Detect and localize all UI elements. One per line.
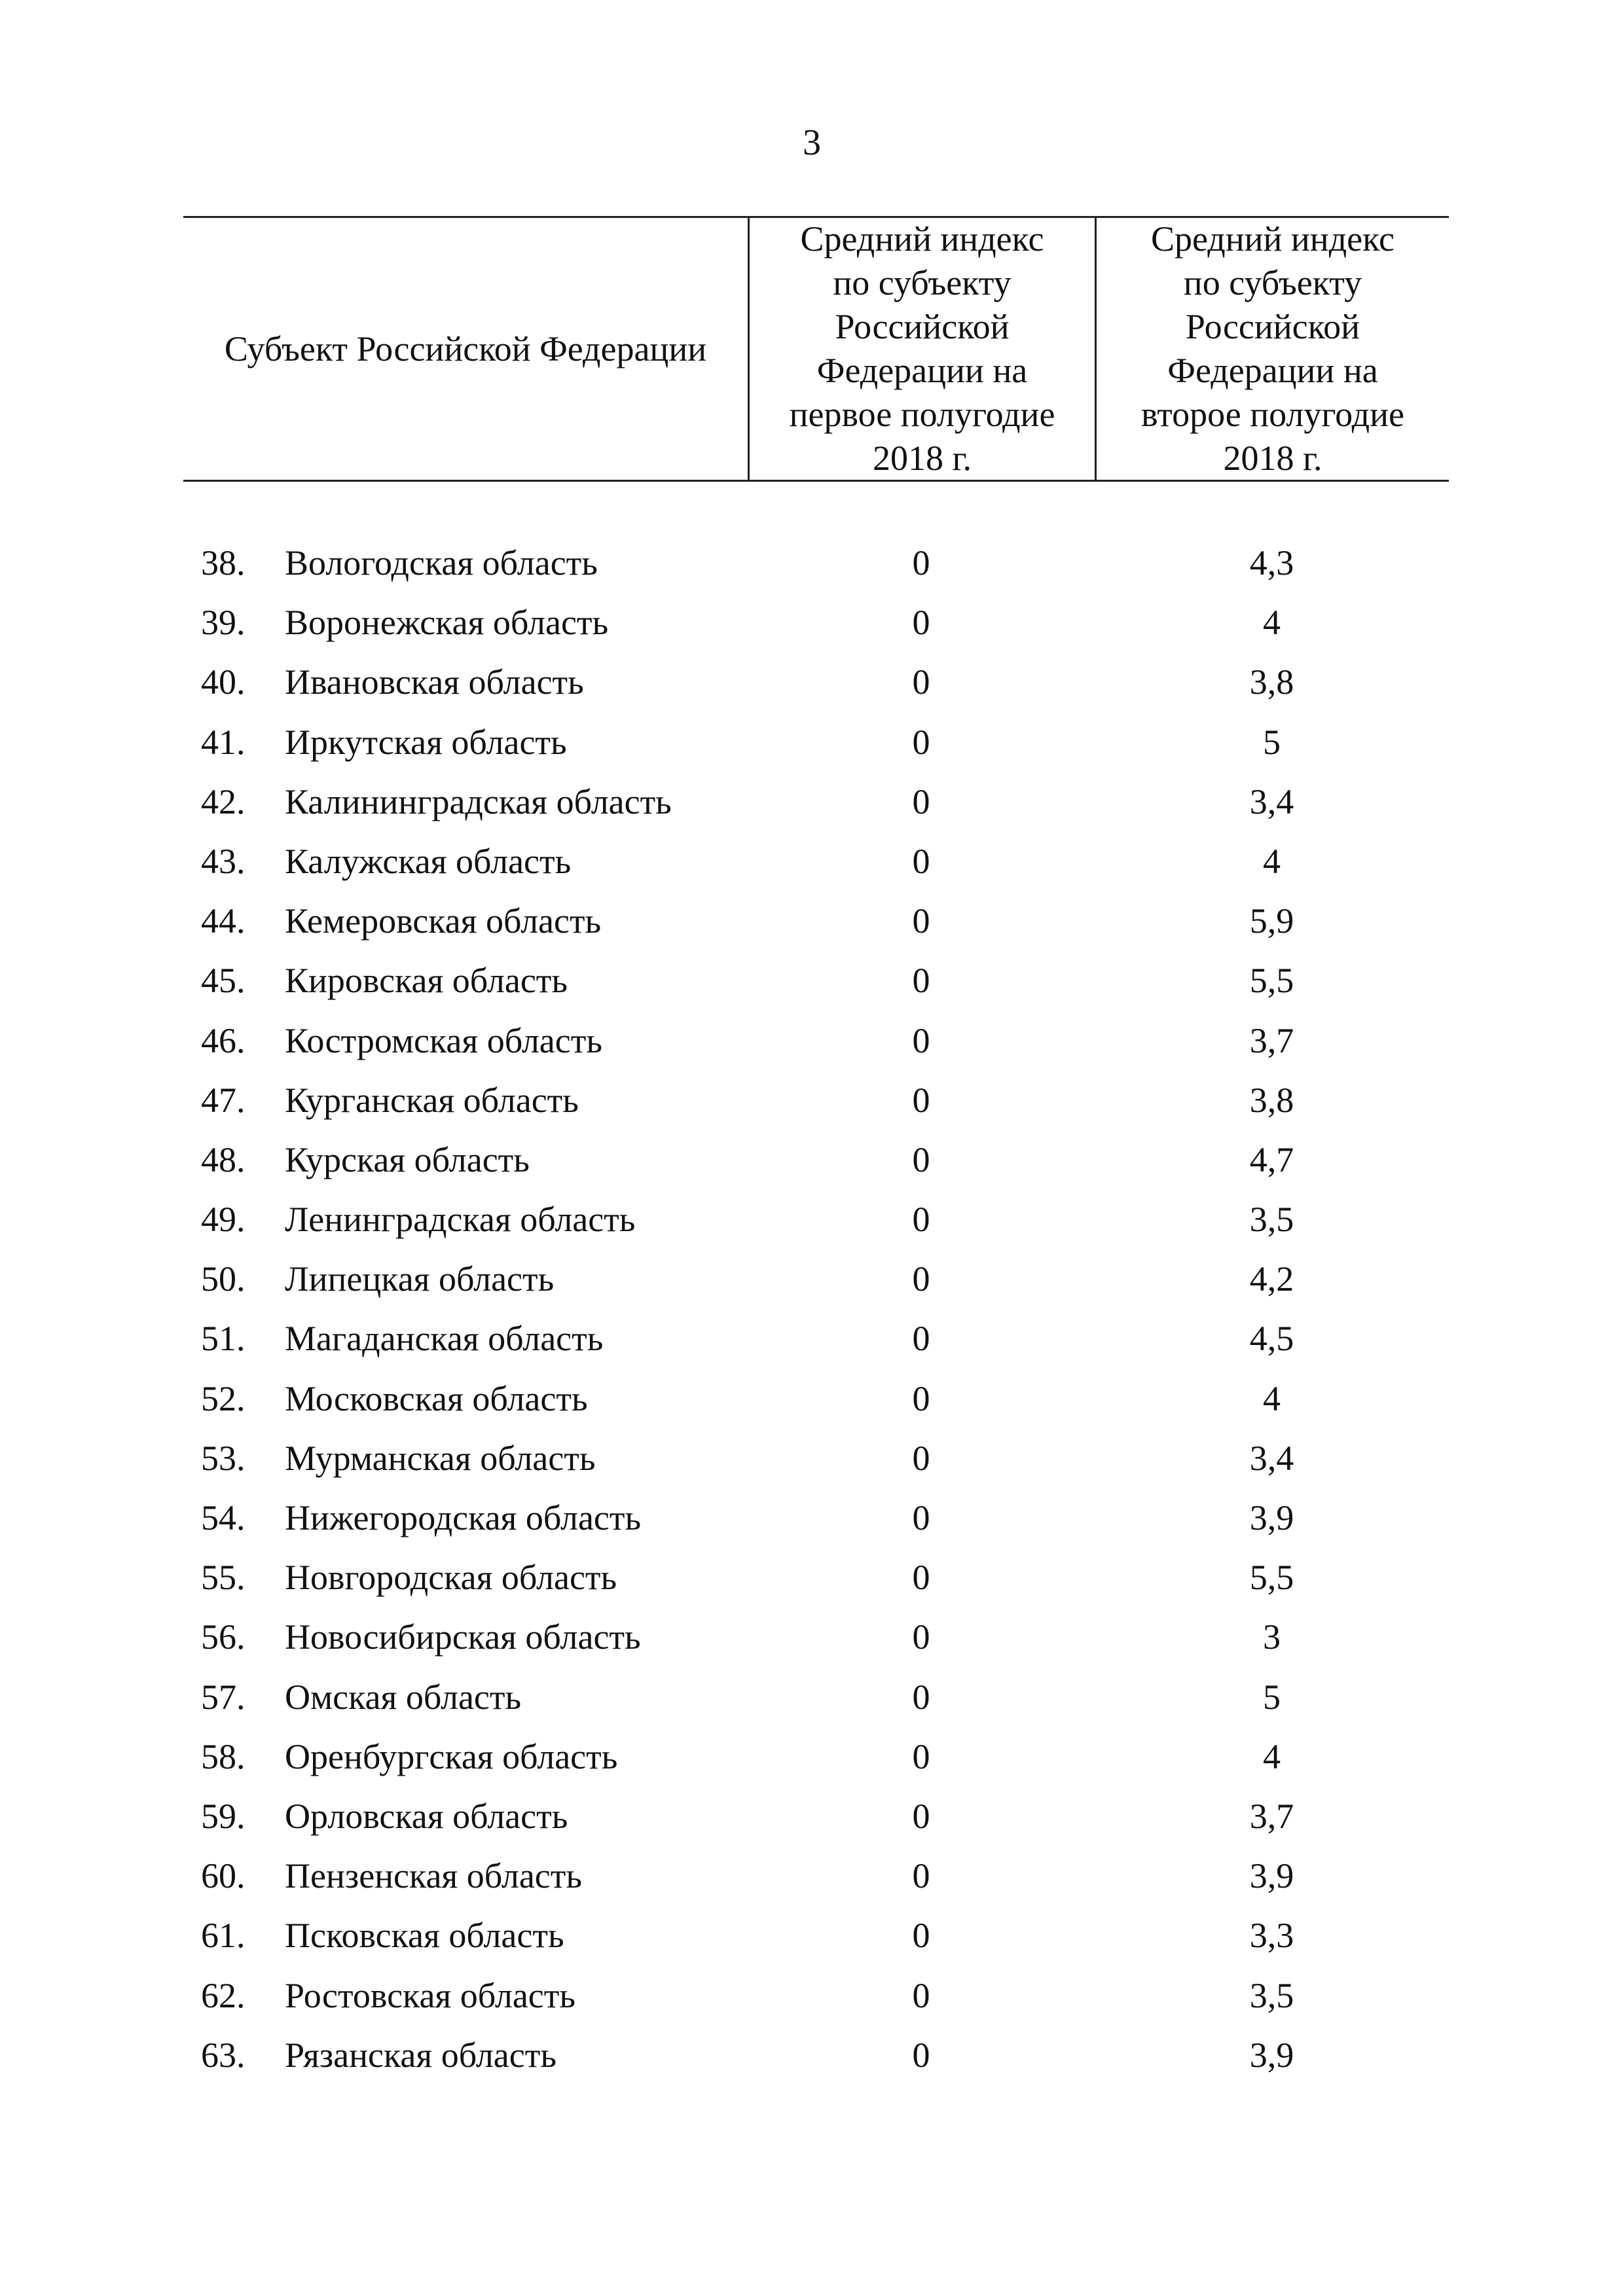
row-second-half-value: 4,5 (1249, 1319, 1294, 1359)
row-first-half-value: 0 (912, 1259, 930, 1299)
row-subject: Ивановская область (285, 662, 584, 702)
header-second-half-line: Федерации на (1167, 351, 1378, 390)
header-first-half-line: первое полугодие (789, 395, 1055, 434)
row-first-half-value: 0 (912, 1916, 930, 1956)
table-row (183, 1309, 1449, 1369)
row-second-half-value: 5 (1263, 722, 1281, 762)
row-number: 63. (201, 2035, 246, 2075)
row-first-half-value: 0 (912, 961, 930, 1001)
row-first-half-value: 0 (912, 603, 930, 643)
table-row (183, 1966, 1449, 2026)
row-first-half-value: 0 (912, 1796, 930, 1836)
header-subject (183, 218, 748, 480)
header-second-half (1095, 218, 1449, 480)
row-second-half-value: 3,3 (1249, 1916, 1294, 1956)
row-first-half-value: 0 (912, 901, 930, 941)
page-number: 3 (803, 122, 821, 163)
row-first-half-value: 0 (912, 1020, 930, 1060)
row-first-half-value: 0 (912, 1558, 930, 1598)
index-table (183, 216, 1449, 2075)
table-header (183, 216, 1449, 482)
row-subject: Кемеровская область (285, 901, 602, 941)
row-subject: Курская область (285, 1139, 530, 1179)
row-subject: Рязанская область (285, 2035, 556, 2075)
table-row (183, 1249, 1449, 1309)
row-subject: Нижегородская область (285, 1498, 642, 1537)
table-row (183, 653, 1449, 712)
table-row (183, 1369, 1449, 1429)
row-number: 45. (201, 961, 246, 1001)
row-first-half-value: 0 (912, 1319, 930, 1359)
table-row (183, 713, 1449, 772)
row-number: 40. (201, 662, 246, 702)
row-subject: Кировская область (285, 961, 568, 1001)
row-subject: Оренбургская область (285, 1736, 618, 1776)
row-number: 55. (201, 1558, 246, 1598)
row-number: 60. (201, 1856, 246, 1896)
row-subject: Калининградская область (285, 781, 672, 821)
row-second-half-value: 3,7 (1249, 1020, 1294, 1060)
row-number: 50. (201, 1259, 246, 1299)
row-second-half-value: 4 (1263, 841, 1281, 881)
row-second-half-value: 3,7 (1249, 1796, 1294, 1836)
row-subject: Новгородская область (285, 1558, 617, 1598)
row-subject: Омская область (285, 1677, 522, 1717)
row-second-half-value: 3,5 (1249, 1200, 1294, 1240)
table-row (183, 1548, 1449, 1607)
row-second-half-value: 4 (1263, 1378, 1281, 1418)
row-subject: Московская область (285, 1378, 588, 1418)
row-second-half-value: 3,8 (1249, 1080, 1294, 1120)
header-second-half-line: Средний индекс (1150, 219, 1395, 259)
table-row (183, 1727, 1449, 1787)
table-row (183, 593, 1449, 653)
row-second-half-value: 5 (1263, 1677, 1281, 1717)
row-number: 39. (201, 603, 246, 643)
header-second-half-line: по субъекту (1183, 263, 1362, 302)
header-first-half (748, 218, 1095, 480)
row-number: 42. (201, 781, 246, 821)
table-row (183, 1488, 1449, 1548)
table-body (183, 533, 1449, 2085)
row-number: 51. (201, 1319, 246, 1359)
row-second-half-value: 3,5 (1249, 1975, 1294, 2015)
row-subject: Вологодская область (285, 543, 598, 583)
table-row (183, 891, 1449, 951)
row-number: 46. (201, 1020, 246, 1060)
row-first-half-value: 0 (912, 662, 930, 702)
header-first-half-line: Федерации на (816, 351, 1028, 390)
row-first-half-value: 0 (912, 1438, 930, 1478)
header-second-half-line: Российской (1185, 307, 1360, 346)
row-first-half-value: 0 (912, 2035, 930, 2075)
row-second-half-value: 3,8 (1249, 662, 1294, 702)
row-second-half-value: 3,9 (1249, 2035, 1294, 2075)
row-subject: Пензенская область (285, 1856, 582, 1896)
row-subject: Псковская область (285, 1916, 564, 1956)
header-first-half-line: Российской (835, 307, 1010, 346)
table-row (183, 832, 1449, 891)
header-second-half-line: второе полугодие (1141, 395, 1404, 434)
row-first-half-value: 0 (912, 1378, 930, 1418)
row-number: 53. (201, 1438, 246, 1478)
table-row (183, 1906, 1449, 1965)
table-row (183, 533, 1449, 593)
row-number: 44. (201, 901, 246, 941)
row-first-half-value: 0 (912, 781, 930, 821)
row-number: 57. (201, 1677, 246, 1717)
row-first-half-value: 0 (912, 1856, 930, 1896)
row-number: 61. (201, 1916, 246, 1956)
row-second-half-value: 5,5 (1249, 1558, 1294, 1598)
table-row (183, 1668, 1449, 1727)
table-row (183, 1130, 1449, 1190)
row-subject: Калужская область (285, 841, 572, 881)
table-row (183, 1071, 1449, 1130)
row-number: 38. (201, 543, 246, 583)
row-number: 56. (201, 1617, 246, 1657)
row-first-half-value: 0 (912, 1617, 930, 1657)
row-first-half-value: 0 (912, 1080, 930, 1120)
row-subject: Ленинградская область (285, 1200, 636, 1240)
row-second-half-value: 5,9 (1249, 901, 1294, 941)
table-row (183, 1607, 1449, 1667)
row-number: 62. (201, 1975, 246, 2015)
row-first-half-value: 0 (912, 543, 930, 583)
row-first-half-value: 0 (912, 1975, 930, 2015)
row-second-half-value: 4,2 (1249, 1259, 1294, 1299)
row-second-half-value: 3,4 (1249, 1438, 1294, 1478)
row-second-half-value: 3,9 (1249, 1856, 1294, 1896)
row-subject: Липецкая область (285, 1259, 555, 1299)
row-subject: Ростовская область (285, 1975, 575, 2015)
header-first-half-line: Средний индекс (800, 219, 1044, 259)
table-row (183, 1787, 1449, 1846)
header-second-half-line: 2018 г. (1223, 439, 1322, 478)
row-second-half-value: 4,7 (1249, 1139, 1294, 1179)
row-second-half-value: 3,9 (1249, 1498, 1294, 1537)
row-number: 52. (201, 1378, 246, 1418)
row-first-half-value: 0 (912, 722, 930, 762)
row-first-half-value: 0 (912, 841, 930, 881)
row-subject: Костромская область (285, 1020, 602, 1060)
row-number: 47. (201, 1080, 246, 1120)
header-first-half-line: 2018 г. (872, 439, 972, 478)
table-row (183, 1011, 1449, 1071)
row-subject: Курганская область (285, 1080, 579, 1120)
row-second-half-value: 3,4 (1249, 781, 1294, 821)
table-row (183, 2026, 1449, 2085)
table-row (183, 951, 1449, 1011)
header-first-half-line: по субъекту (833, 263, 1012, 302)
table-row (183, 1846, 1449, 1906)
row-second-half-value: 4 (1263, 603, 1281, 643)
row-number: 41. (201, 722, 246, 762)
row-number: 58. (201, 1736, 246, 1776)
row-subject: Воронежская область (285, 603, 609, 643)
header-subject-label: Субъект Российской Федерации (224, 329, 707, 368)
row-number: 43. (201, 841, 246, 881)
row-second-half-value: 3 (1263, 1617, 1281, 1657)
row-subject: Новосибирская область (285, 1617, 641, 1657)
row-subject: Магаданская область (285, 1319, 604, 1359)
row-first-half-value: 0 (912, 1200, 930, 1240)
row-number: 48. (201, 1139, 246, 1179)
row-subject: Орловская область (285, 1796, 568, 1836)
row-number: 49. (201, 1200, 246, 1240)
row-second-half-value: 4 (1263, 1736, 1281, 1776)
row-subject: Мурманская область (285, 1438, 596, 1478)
row-second-half-value: 4,3 (1249, 543, 1294, 583)
row-first-half-value: 0 (912, 1139, 930, 1179)
table-row (183, 772, 1449, 832)
row-number: 59. (201, 1796, 246, 1836)
row-first-half-value: 0 (912, 1736, 930, 1776)
row-subject: Иркутская область (285, 722, 567, 762)
table-row (183, 1190, 1449, 1249)
row-number: 54. (201, 1498, 246, 1537)
row-first-half-value: 0 (912, 1498, 930, 1537)
row-first-half-value: 0 (912, 1677, 930, 1717)
table-row (183, 1429, 1449, 1488)
row-second-half-value: 5,5 (1249, 961, 1294, 1001)
